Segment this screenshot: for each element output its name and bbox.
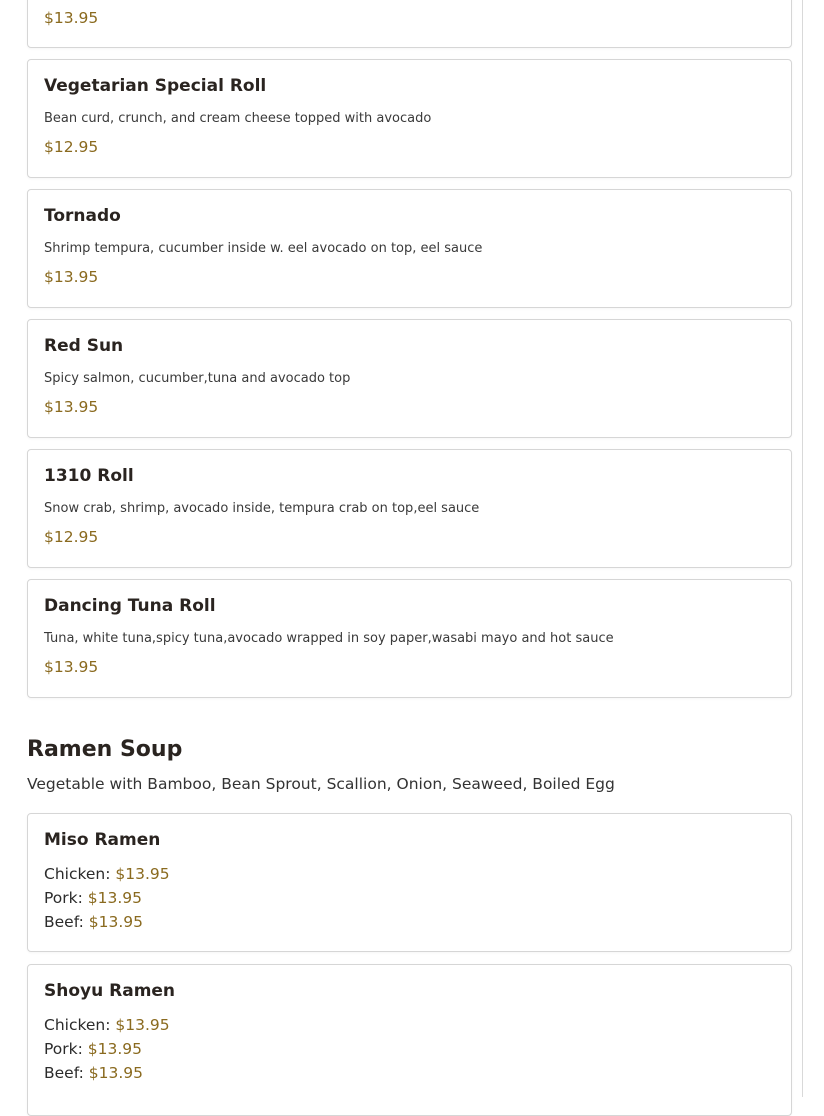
option-price: $13.95 xyxy=(87,889,143,907)
menu-item-price: $13.95 xyxy=(44,268,99,286)
menu-item-card[interactable] xyxy=(27,0,792,48)
option-label: Pork: xyxy=(44,1040,83,1058)
menu-item-price: $12.95 xyxy=(44,528,99,546)
menu-item-price: $13.95 xyxy=(44,398,99,416)
option-label: Beef: xyxy=(44,1064,84,1082)
menu-item-card[interactable] xyxy=(27,813,792,952)
section-title: Ramen Soup xyxy=(27,737,183,762)
menu-item-description: Snow crab, shrimp, avocado inside, tempura crab on top,eel sauce xyxy=(44,501,480,516)
option-price: $13.95 xyxy=(88,913,144,931)
menu-item-name: Red Sun xyxy=(44,336,124,356)
menu-item-card[interactable] xyxy=(27,189,792,308)
menu-item-price: $13.95 xyxy=(44,9,99,27)
option-price: $13.95 xyxy=(115,865,170,883)
menu-item-name: Vegetarian Special Roll xyxy=(44,76,267,96)
menu-item-description: Shrimp tempura, cucumber inside w. eel avocado on top, eel sauce xyxy=(44,241,483,256)
option-price: $13.95 xyxy=(87,1040,143,1058)
menu-item-description: Spicy salmon, cucumber,tuna and avocado top xyxy=(44,371,351,386)
price-option xyxy=(44,1016,170,1034)
menu-item-card[interactable] xyxy=(27,449,792,568)
price-option xyxy=(44,1040,142,1058)
option-label: Chicken: xyxy=(44,865,111,883)
price-option xyxy=(44,865,170,883)
menu-item-description: Tuna, white tuna,spicy tuna,avocado wrapped in soy paper,wasabi mayo and hot sauce xyxy=(44,631,614,646)
menu-item-name: Dancing Tuna Roll xyxy=(44,596,216,616)
menu-item-card[interactable] xyxy=(27,59,792,178)
menu-item-card[interactable] xyxy=(27,579,792,698)
menu-item-name: Tornado xyxy=(44,206,121,226)
section-description: Vegetable with Bamboo, Bean Sprout, Scallion, Onion, Seaweed, Boiled Egg xyxy=(27,775,615,793)
menu-item-name: Miso Ramen xyxy=(44,830,161,850)
option-label: Beef: xyxy=(44,913,84,931)
menu-item-name: 1310 Roll xyxy=(44,466,134,486)
option-price: $13.95 xyxy=(88,1064,144,1082)
menu-item-card[interactable] xyxy=(27,319,792,438)
page-right-border xyxy=(802,0,803,1097)
option-label: Pork: xyxy=(44,889,83,907)
menu-item-description: Bean curd, crunch, and cream cheese topped with avocado xyxy=(44,111,432,126)
menu-item-card[interactable] xyxy=(27,964,792,1116)
price-option xyxy=(44,913,143,931)
menu-item-price: $13.95 xyxy=(44,658,99,676)
price-option xyxy=(44,889,142,907)
price-option xyxy=(44,1064,143,1082)
menu-item-name: Shoyu Ramen xyxy=(44,981,176,1001)
option-price: $13.95 xyxy=(115,1016,170,1034)
option-label: Chicken: xyxy=(44,1016,111,1034)
menu-item-price: $12.95 xyxy=(44,138,99,156)
